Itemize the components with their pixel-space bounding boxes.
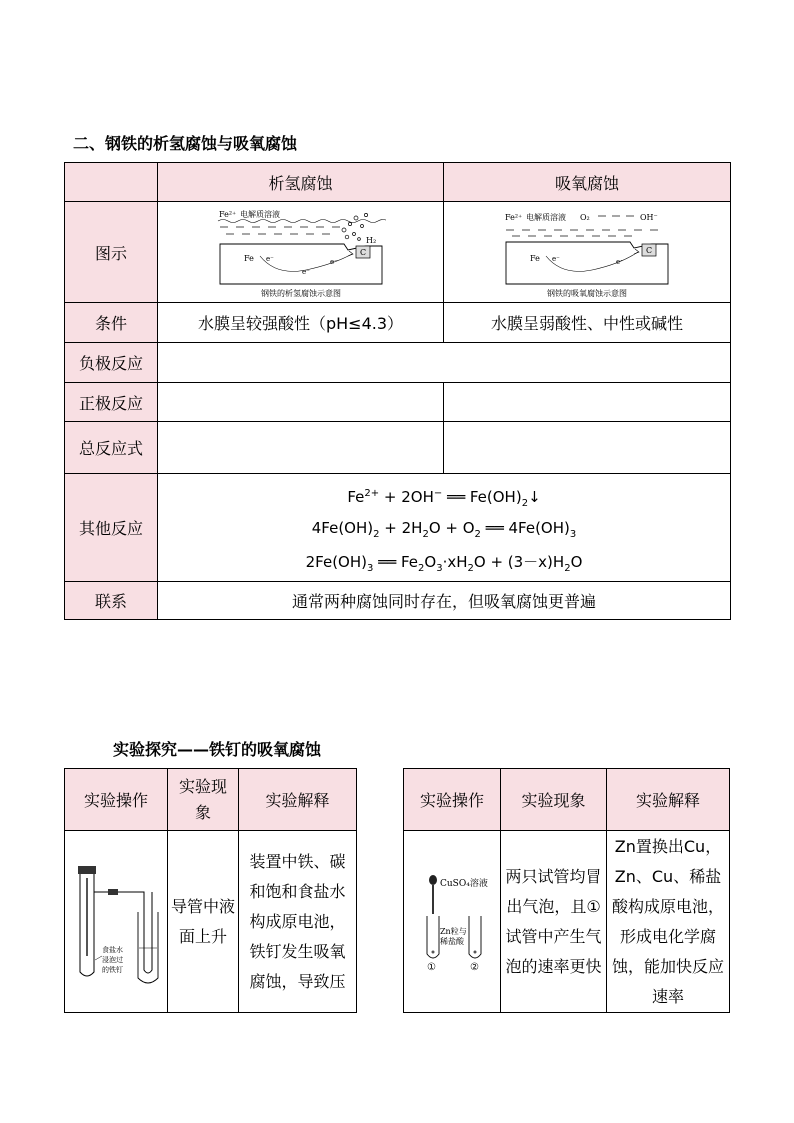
hydrogen-diagram-cell <box>158 202 444 303</box>
left-explanation: 装置中铁、碳和饱和食盐水构成原电池，铁钉发生吸氧腐蚀，导致压 <box>239 831 357 1013</box>
water-surface <box>218 220 386 223</box>
equation-1: $Fe^{2+} + 2OH^-$ ══ $Fe(OH)_2↓$ <box>347 487 541 509</box>
right-explanation: Zn置换出Cu，Zn、Cu、稀盐酸构成原电池，形成电化学腐蚀，能加快反应速率 <box>607 831 730 1013</box>
row-label-other: 其他反应 <box>65 474 158 582</box>
apparatus-label-line-3: 的铁钉 <box>102 965 123 974</box>
dropper-bulb <box>429 875 437 885</box>
left-header-operation: 实验操作 <box>65 769 168 831</box>
hydrogen-diagram-caption: 钢铁的析氢腐蚀示意图 <box>260 289 341 298</box>
fe-label: Fe <box>530 254 540 263</box>
total-reaction-oxygen-blank <box>444 422 731 474</box>
right-header-operation: 实验操作 <box>404 769 501 831</box>
zinc-tubes-apparatus <box>407 872 497 972</box>
hydrogen-bubbles <box>342 213 368 240</box>
stopper <box>78 866 96 874</box>
solution-label: 电解质溶液 <box>239 210 280 219</box>
section-title: 二、钢铁的析氢腐蚀与吸氧腐蚀 <box>73 134 298 153</box>
row-label-diagram: 图示 <box>65 202 158 303</box>
condition-hydrogen: 水膜呈较强酸性（pH≤4.3） <box>158 303 444 343</box>
cuso4-label: CuSO₄溶液 <box>440 878 488 889</box>
apparatus-label-line-1: 食盐水 <box>102 945 123 954</box>
right-phenomenon: 两只试管均冒出气泡，且①试管中产生气泡的速率更快 <box>501 831 607 1013</box>
oh-label: OH⁻ <box>640 213 658 222</box>
row-label-condition: 条件 <box>65 303 158 343</box>
equation-2: $4Fe(OH)_2 + 2H_2O + O_2$ ══ $4Fe(OH)_3$ <box>311 518 577 540</box>
header-oxygen-corrosion: 吸氧腐蚀 <box>444 163 731 202</box>
carbon-label: C <box>646 246 653 255</box>
solution-dashes <box>220 227 340 234</box>
fe-ion-label: Fe²⁺ <box>505 213 523 222</box>
electron-label-2: e⁻ <box>301 268 310 276</box>
experiment-table-right <box>403 768 730 1013</box>
left-phenomenon: 导管中液面上升 <box>168 831 239 1013</box>
right-apparatus-cell <box>404 831 501 1013</box>
oxygen-corrosion-diagram <box>502 206 672 298</box>
equation-3: $2Fe(OH)_3$ ══ $Fe_2O_3\cdot xH_2O + (3-x)H_2O$ <box>305 552 583 574</box>
h2-label: H₂ <box>365 236 376 245</box>
nail-tube-apparatus <box>68 852 164 992</box>
o2-label: O₂ <box>580 213 590 222</box>
left-header-explanation: 实验解释 <box>239 769 357 831</box>
experiment-title: 实验探究——铁钉的吸氧腐蚀 <box>113 740 322 759</box>
row-label-relation: 联系 <box>65 582 158 620</box>
tube-1-label: ① <box>427 961 436 972</box>
condition-oxygen: 水膜呈弱酸性、中性或碱性 <box>444 303 731 343</box>
zn-label-1: Zn粒与 <box>440 926 467 936</box>
corrosion-comparison-table <box>64 162 731 620</box>
other-reactions-cell <box>158 474 731 582</box>
oxygen-diagram-cell <box>444 202 731 303</box>
electron-label-2: e⁻ <box>616 258 624 266</box>
row-label-negative: 负极反应 <box>65 343 158 383</box>
right-header-phenomenon: 实验现象 <box>501 769 607 831</box>
positive-reaction-hydrogen-blank <box>158 383 444 422</box>
total-reaction-hydrogen-blank <box>158 422 444 474</box>
apparatus-label-line-2: 浸泡过 <box>102 955 123 964</box>
tube-2-label: ② <box>470 961 479 972</box>
experiment-table-left <box>64 768 357 1013</box>
left-apparatus-cell <box>65 831 168 1013</box>
beaker-tube <box>138 912 158 983</box>
fe-label: Fe <box>243 254 254 263</box>
electron-label-1: e⁻ <box>265 255 274 263</box>
row-label-positive: 正极反应 <box>65 383 158 422</box>
electron-label-1: e⁻ <box>552 255 560 263</box>
carbon-label: C <box>359 248 366 257</box>
negative-reaction-blank <box>158 343 731 383</box>
corner-cell <box>65 163 158 202</box>
zn-label-2: 稀盐酸 <box>440 936 464 946</box>
fe-ion-label: Fe²⁺ <box>218 210 236 219</box>
relation-text: 通常两种腐蚀同时存在，但吸氧腐蚀更普遍 <box>158 582 731 620</box>
oxygen-diagram-caption: 钢铁的吸氧腐蚀示意图 <box>547 289 627 298</box>
right-header-explanation: 实验解释 <box>607 769 730 831</box>
tube-joint <box>108 889 118 895</box>
electron-label-3: e⁻ <box>329 258 338 266</box>
header-hydrogen-corrosion: 析氢腐蚀 <box>158 163 444 202</box>
hydrogen-corrosion-diagram <box>216 206 386 298</box>
left-header-phenomenon: 实验现象 <box>168 769 239 831</box>
solution-label: 电解质溶液 <box>526 213 566 222</box>
positive-reaction-oxygen-blank <box>444 383 731 422</box>
row-label-total: 总反应式 <box>65 422 158 474</box>
